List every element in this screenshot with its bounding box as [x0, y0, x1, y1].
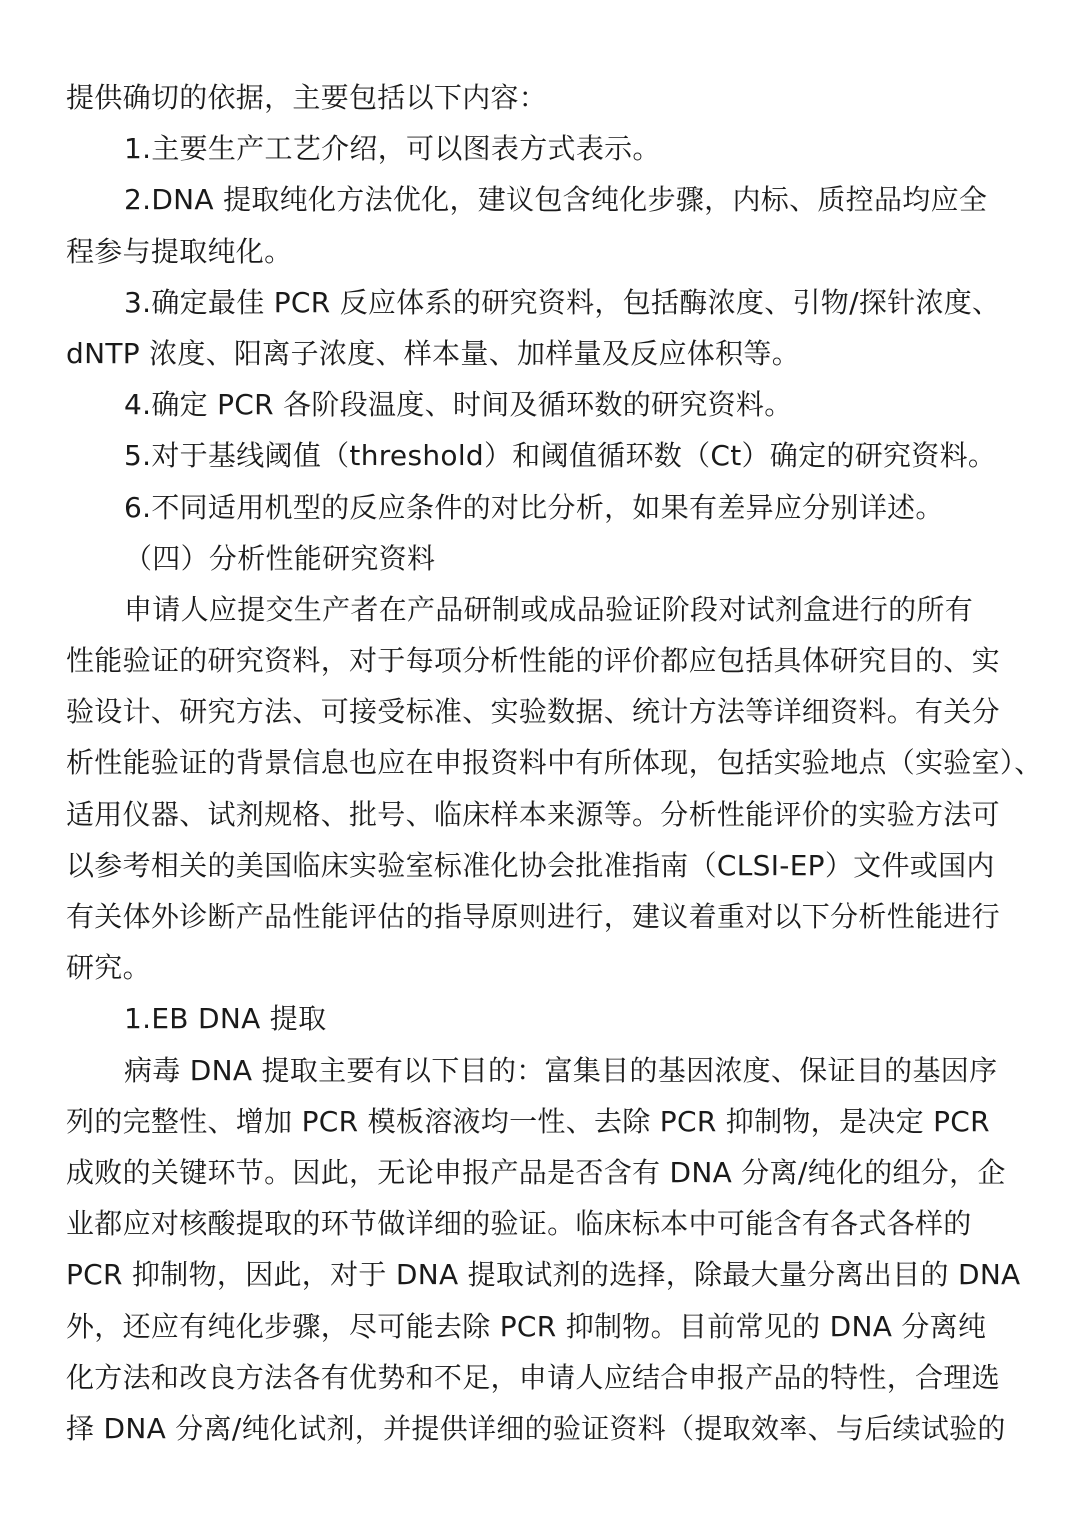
text-line-25: 外，还应有纯化步骤，尽可能去除 PCR 抑制物。目前常见的 DNA 分离纯 — [66, 1309, 987, 1343]
text-line-8: 5.对于基线阈值（threshold）和阈值循环数（Ct）确定的研究资料。 — [124, 439, 997, 473]
text-line-1: 提供确切的依据，主要包括以下内容： — [66, 81, 548, 114]
text-line-13: 验设计、研究方法、可接受标准、实验数据、统计方法等详细资料。有关分 — [66, 695, 1000, 729]
text-line-20: 病毒 DNA 提取主要有以下目的：富集目的基因浓度、保证目的基因序 — [124, 1053, 998, 1087]
text-line-15: 适用仪器、试剂规格、批号、临床样本来源等。分析性能评价的实验方法可 — [66, 797, 1000, 831]
text-line-23: 业都应对核酸提取的环节做详细的验证。临床标本中可能含有各式各样的 — [66, 1207, 972, 1241]
text-line-22: 成败的关键环节。因此，无论申报产品是否含有 DNA 分离/纯化的组分，企 — [66, 1155, 1006, 1189]
text-line-3: 2.DNA 提取纯化方法优化，建议包含纯化步骤，内标、质控品均应全 — [124, 183, 988, 217]
text-line-11: 申请人应提交生产者在产品研制或成品验证阶段对试剂盒进行的所有 — [124, 592, 974, 626]
text-line-7: 4.确定 PCR 各阶段温度、时间及循环数的研究资料。 — [124, 388, 793, 422]
text-line-26: 化方法和改良方法各有优势和不足，申请人应结合申报产品的特性，合理选 — [66, 1360, 1000, 1394]
section-heading-analytical-performance: （四）分析性能研究资料 — [124, 541, 436, 575]
text-line-21: 列的完整性、增加 PCR 模板溶液均一性、去除 PCR 抑制物，是决定 PCR — [66, 1104, 990, 1138]
subsection-heading-dna-extraction: 1.EB DNA 提取 — [124, 1002, 327, 1036]
text-line-16: 以参考相关的美国临床实验室标准化协会批准指南（CLSI-EP）文件或国内 — [66, 848, 995, 882]
text-line-12: 性能验证的研究资料，对于每项分析性能的评价都应包括具体研究目的、实 — [66, 644, 1000, 678]
text-line-24: PCR 抑制物，因此，对于 DNA 提取试剂的选择，除最大量分离出目的 DNA — [66, 1258, 1021, 1292]
text-line-17: 有关体外诊断产品性能评估的指导原则进行，建议着重对以下分析性能进行 — [66, 900, 1000, 933]
text-line-18: 研究。 — [66, 951, 151, 985]
document-page — [66, 72, 1043, 1454]
text-line-5: 3.确定最佳 PCR 反应体系的研究资料，包括酶浓度、引物/探针浓度、 — [124, 285, 1001, 319]
text-line-6: dNTP 浓度、阳离子浓度、样本量、加样量及反应体积等。 — [66, 336, 801, 370]
text-line-2: 1.主要生产工艺介绍，可以图表方式表示。 — [124, 132, 661, 166]
text-line-27: 择 DNA 分离/纯化试剂，并提供详细的验证资料（提取效率、与后续试验的 — [66, 1411, 1006, 1445]
text-line-14: 析性能验证的背景信息也应在申报资料中有所体现，包括实验地点（实验室）、 — [66, 746, 1043, 780]
text-line-9: 6.不同适用机型的反应条件的对比分析，如果有差异应分别详述。 — [124, 490, 944, 524]
text-line-4: 程参与提取纯化。 — [66, 234, 293, 268]
